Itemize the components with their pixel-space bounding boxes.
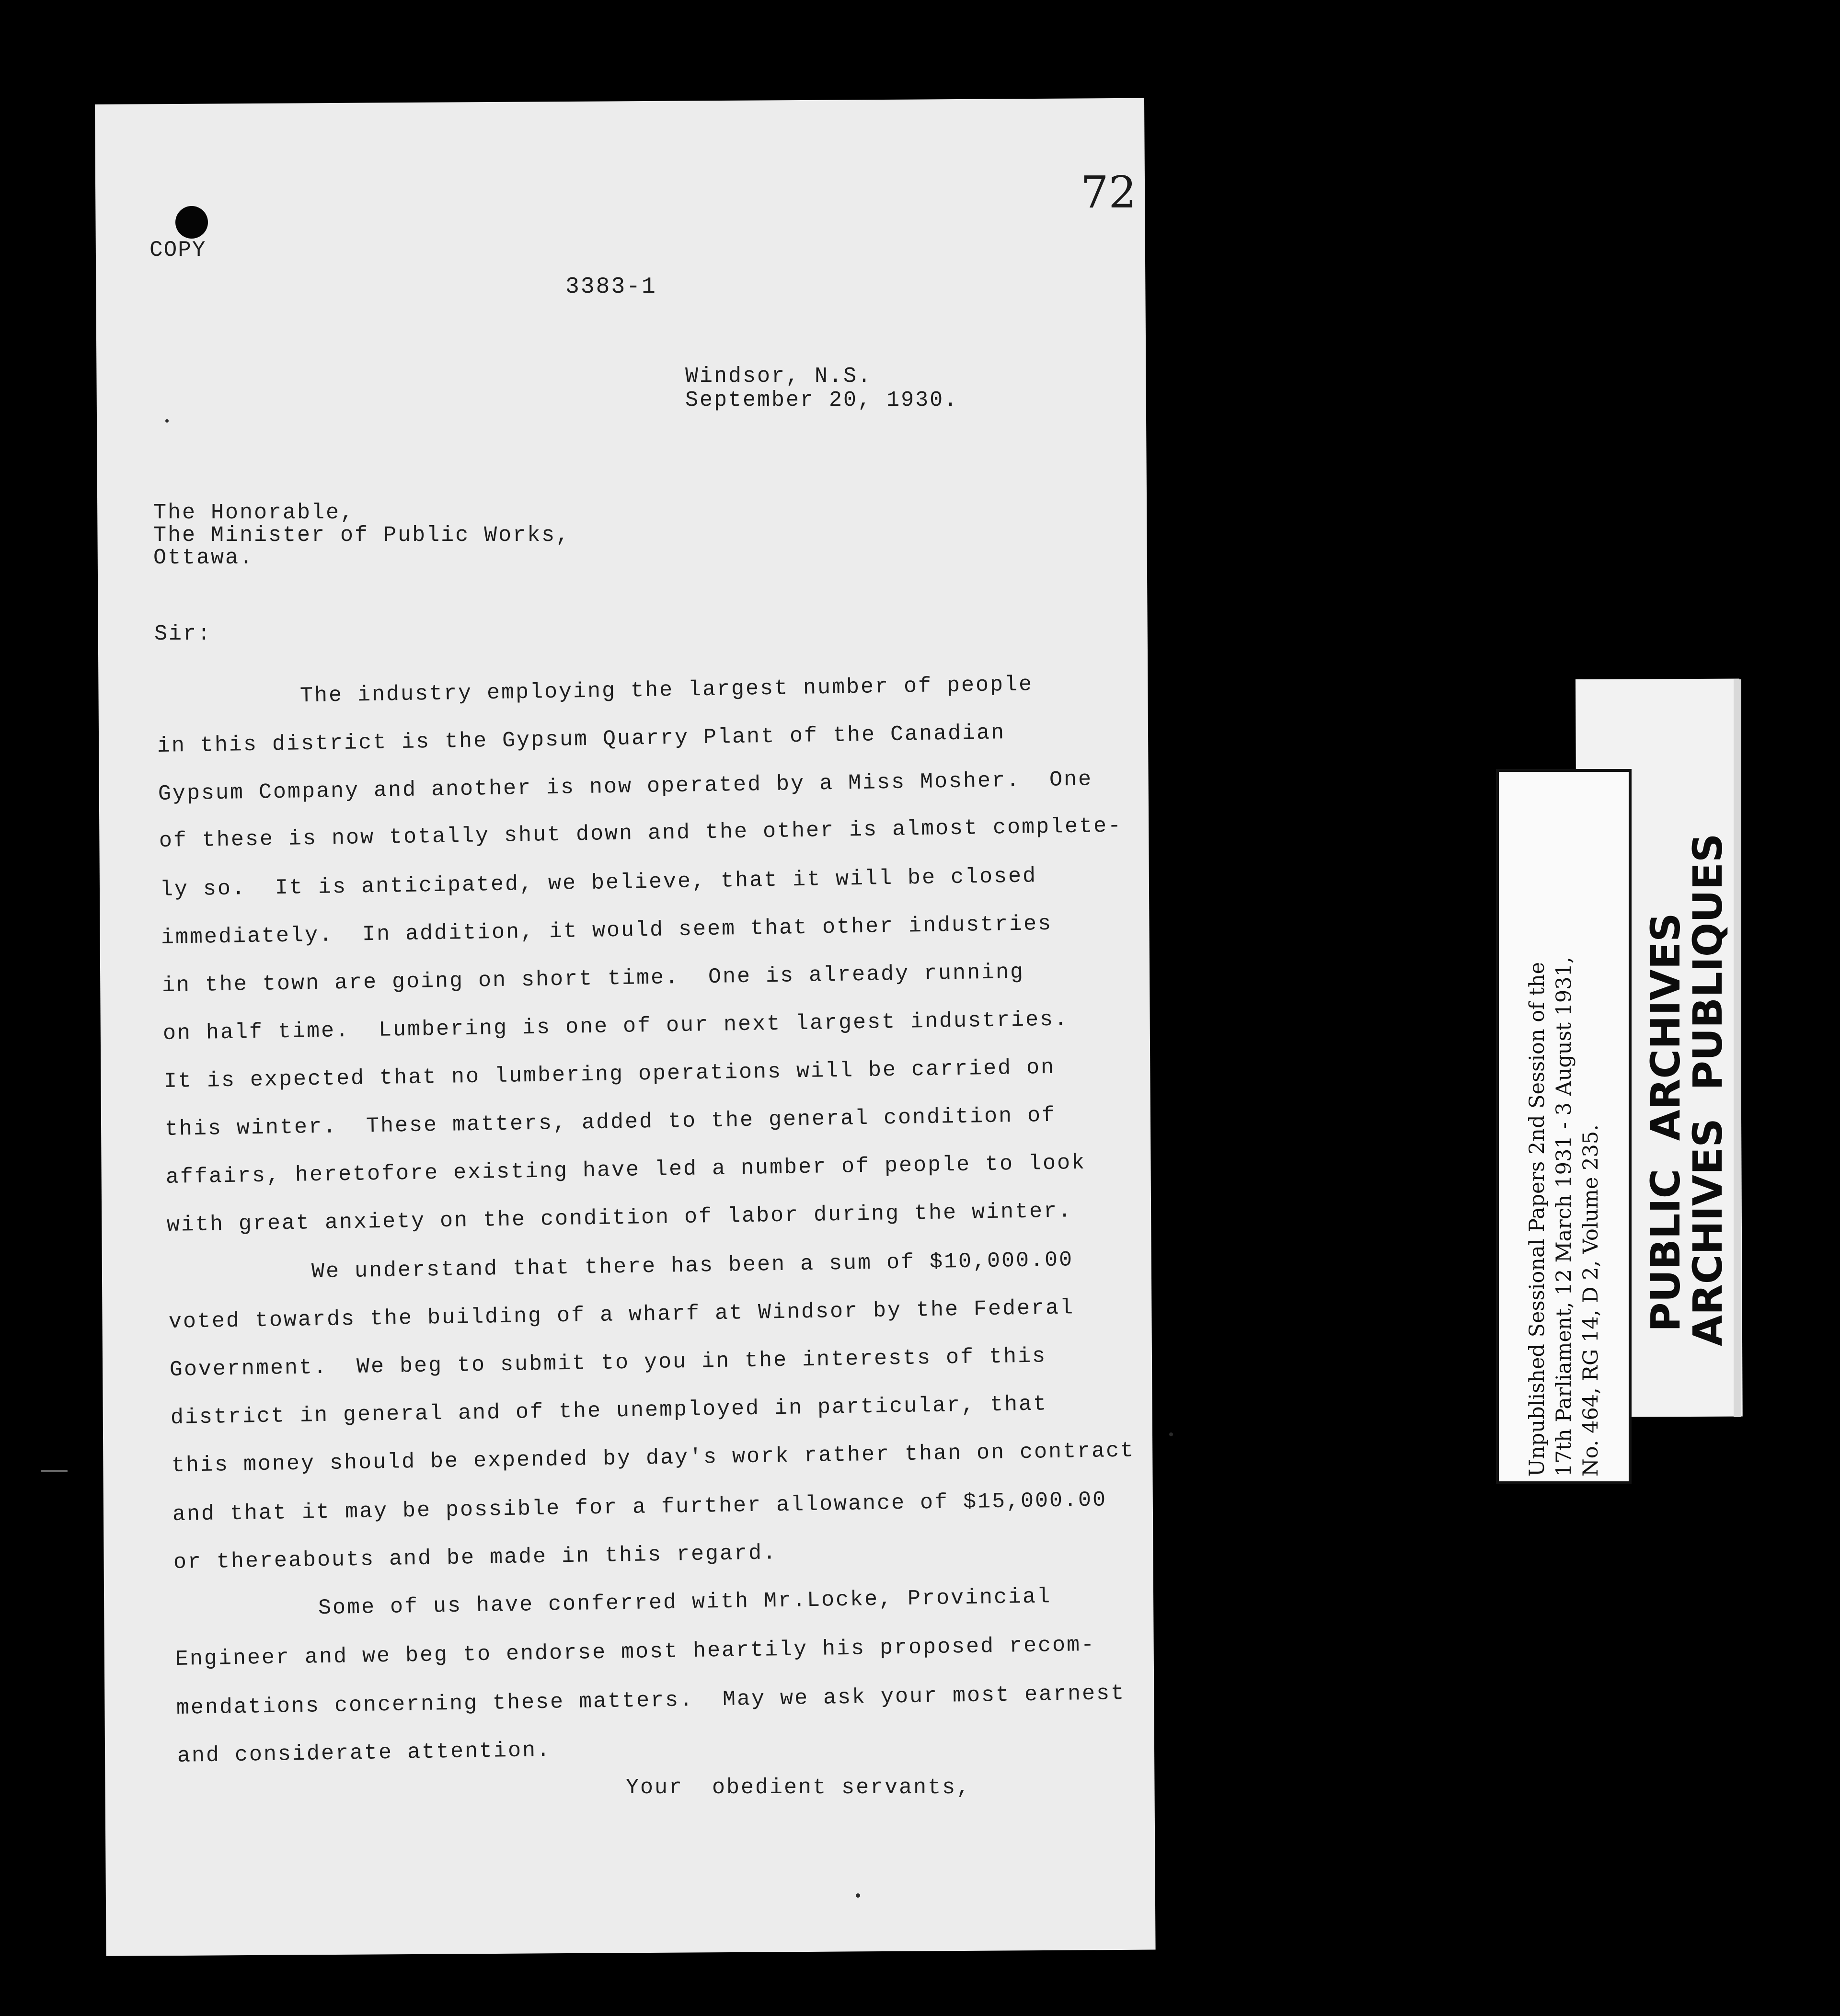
body-line: voted towards the building of a wharf at Windsor by the Federal [168, 1295, 1075, 1334]
body-line: The industry employing the largest number of people [156, 672, 1034, 710]
body-line: this winter. These matters, added to the general condition of [164, 1103, 1057, 1142]
archives-stamp [1642, 704, 1731, 1404]
folio-number: 72 [1081, 167, 1137, 218]
body-line: Engineer and we beg to endorse most heartily his proposed recom- [175, 1632, 1096, 1672]
reference-number: 3383-1 [565, 274, 657, 300]
body-line: with great anxiety on the condition of labor during the winter. [166, 1199, 1073, 1237]
punch-hole [175, 206, 208, 239]
body-line: or thereabouts and be made in this regard. [173, 1541, 778, 1575]
film-scratch [41, 1470, 68, 1472]
body-line: on half time. Lumbering is one of our next largest industries. [162, 1007, 1069, 1046]
paper-speck [1169, 1432, 1173, 1436]
body-line: district in general and of the unemployed in particular, that [170, 1392, 1048, 1430]
body-line: immediately. In addition, it would seem that other industries [161, 911, 1053, 950]
stamp-line-english: PUBLIC ARCHIVES [1642, 913, 1689, 1332]
closing-line: Your obedient servants, [626, 1775, 971, 1800]
body-line: in the town are going on short time. One is already running [161, 960, 1025, 998]
body-line: Gypsum Company and another is now operated by a Miss Mosher. One [158, 767, 1093, 806]
body-line: this money should be expended by day's work rather than on contract [171, 1438, 1135, 1478]
paper-speck [165, 419, 169, 423]
body-line: It is expected that no lumbering operations will be carried on [163, 1055, 1056, 1094]
citation-line: Unpublished Sessional Papers 2nd Session of the [1525, 962, 1549, 1477]
body-line: mendations concerning these matters. May we ask your most earnest [176, 1681, 1126, 1720]
copy-mark: COPY [150, 238, 207, 263]
body-line: of these is now totally shut down and the other is almost complete- [159, 813, 1123, 853]
body-line: ly so. It is anticipated, we believe, that it will be closed [160, 864, 1037, 902]
archive-tab-edge [1734, 679, 1741, 1417]
archive-citation-label [1496, 769, 1632, 1484]
citation-line: No. 464, RG 14, D 2, Volume 235. [1578, 1124, 1603, 1477]
body-line: affairs, heretofore existing have led a number of people to look [165, 1150, 1086, 1190]
salutation: Sir: [154, 622, 212, 646]
addressee-line: The Honorable, [153, 501, 355, 525]
body-line: in this district is the Gypsum Quarry Plant of the Canadian [157, 721, 1006, 758]
place-line: Windsor, N.S. [685, 364, 873, 389]
stamp-line-french: ARCHIVES PUBLIQUES [1684, 833, 1731, 1346]
citation-line: 17th Parliament, 12 March 1931 - 3 August 1931, [1552, 956, 1576, 1477]
body-line: and considerate attention. [177, 1738, 552, 1768]
addressee-line: The Minister of Public Works, [153, 523, 571, 548]
body-line: We understand that there has been a sum of $10,000.00 [167, 1248, 1074, 1286]
body-line: and that it may be possible for a further allowance of $15,000.00 [172, 1488, 1107, 1527]
addressee-line: Ottawa. [153, 546, 254, 570]
date-line: September 20, 1930. [685, 388, 959, 412]
body-line: Government. We beg to submit to you in the interests of this [169, 1344, 1047, 1382]
body-line: Some of us have conferred with Mr.Locke, Provincial [174, 1584, 1052, 1623]
paper-speck [856, 1893, 860, 1898]
